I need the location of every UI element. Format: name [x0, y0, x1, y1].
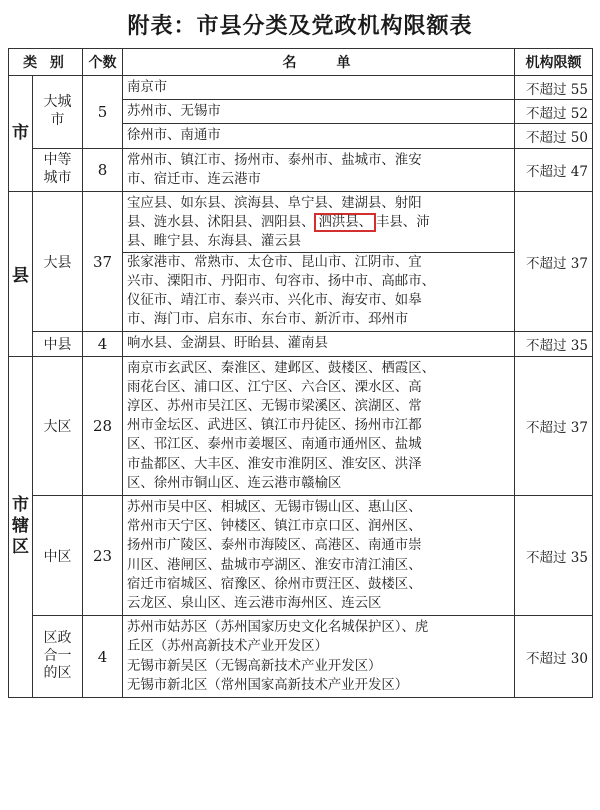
name-line: 县、涟水县、沭阳县、泗阳县、 泗洪县、 丰县、沛 — [127, 215, 430, 231]
row-names-zhengqu — [123, 616, 515, 698]
table-row — [9, 76, 593, 100]
name-line: 市、海门市、启东市、东台市、新沂市、邳州市 — [127, 312, 409, 328]
row-count-daqu: 28 — [83, 356, 123, 495]
row-label-daxian: 大县 — [33, 192, 83, 332]
row-count-zhongxian: 4 — [83, 332, 123, 356]
header-count: 个数 — [83, 49, 123, 76]
row-count-zhongdeng: 8 — [83, 148, 123, 191]
row-limit-daxian: 不超过 37 — [515, 192, 593, 332]
row-limit-dacheng-2: 不超过 52 — [515, 100, 593, 124]
row-count-zhengqu: 4 — [83, 616, 123, 698]
row-count-daxian: 37 — [83, 192, 123, 332]
name-line: 响水县、金湖县、盱眙县、灌南县 — [127, 336, 328, 352]
name-line: 雨花台区、浦口区、江宁区、六合区、溧水区、高 — [127, 379, 422, 395]
table-row — [9, 148, 593, 191]
name-line: 无锡市新吴区（无锡高新技术产业开发区） — [127, 658, 382, 674]
row-label-zhengqu: 区政合一的区 — [33, 616, 83, 698]
row-names-dacheng-2: 苏州市、无锡市 — [123, 100, 515, 124]
name-line: 扬州市广陵区、泰州市海陵区、高港区、南通市崇 — [127, 538, 422, 554]
row-names-daqu — [123, 356, 515, 495]
row-count-zhongqu: 23 — [83, 496, 123, 616]
row-label-dacheng: 大城市 — [33, 76, 83, 149]
name-line: 市、宿迁市、连云港市 — [127, 171, 261, 187]
document-title: 附表：市县分类及党政机构限额表 — [127, 13, 473, 39]
highlighted-county: 泗洪县、 — [314, 213, 376, 232]
header-row — [9, 49, 593, 76]
row-label-zhongqu: 中区 — [33, 496, 83, 616]
name-line: 宝应县、如东县、滨海县、阜宁县、建湖县、射阳 — [127, 196, 422, 212]
name-line: 苏州市姑苏区（苏州国家历史文化名城保护区）、虎 — [127, 620, 429, 636]
row-names-zhongdeng — [123, 148, 515, 191]
row-names-dacheng-3: 徐州市、南通市 — [123, 124, 515, 148]
row-names-dacheng-1: 南京市 — [123, 76, 515, 100]
name-line: 宿迁市宿城区、宿豫区、徐州市贾汪区、鼓楼区、 — [127, 576, 422, 592]
row-limit-dacheng-3: 不超过 50 — [515, 124, 593, 148]
header-names: 名 单 — [123, 49, 515, 76]
name-line: 区、徐州市铜山区、连云港市赣榆区 — [127, 475, 342, 491]
row-names-daxian — [123, 192, 515, 332]
row-limit-daqu: 不超过 37 — [515, 356, 593, 495]
name-line: 兴市、溧阳市、丹阳市、句容市、扬中市、高邮市、 — [127, 273, 435, 289]
name-line: 苏州市吴中区、相城区、无锡市锡山区、惠山区、 — [127, 500, 422, 516]
row-limit-zhengqu: 不超过 30 — [515, 616, 593, 698]
group-label-xian: 县 — [9, 192, 33, 357]
row-label-zhongdeng: 中等城市 — [33, 148, 83, 191]
row-names-zhongqu — [123, 496, 515, 616]
header-limit: 机构限额 — [515, 49, 593, 76]
header-category: 类 别 — [9, 49, 83, 76]
group-label-shi: 市 — [9, 76, 33, 192]
table-row — [9, 616, 593, 698]
name-line: 州市金坛区、武进区、镇江市丹徒区、扬州市江都 — [127, 418, 422, 434]
name-line: 无锡市新北区（常州国家高新技术产业开发区） — [127, 677, 409, 693]
row-label-daqu: 大区 — [33, 356, 83, 495]
row-limit-zhongqu: 不超过 35 — [515, 496, 593, 616]
table-row — [9, 356, 593, 495]
row-names-zhongxian — [123, 332, 515, 356]
row-limit-dacheng-1: 不超过 55 — [515, 76, 593, 100]
name-line: 淳区、苏州市吴江区、无锡市梁溪区、滨湖区、常 — [127, 399, 422, 415]
row-count-dacheng: 5 — [83, 76, 123, 149]
name-line: 县、睢宁县、东海县、灌云县 — [123, 232, 514, 252]
name-line: 丘区（苏州高新技术产业开发区） — [127, 639, 328, 655]
name-line: 常州市、镇江市、扬州市、泰州市、盐城市、淮安 — [127, 152, 422, 168]
name-line: 川区、港闸区、盐城市亭湖区、淮安市清江浦区、 — [127, 557, 422, 573]
name-line: 仪征市、靖江市、泰兴市、兴化市、海安市、如皋 — [127, 293, 422, 309]
name-line: 张家港市、常熟市、太仓市、昆山市、江阴市、宜 — [127, 254, 422, 270]
table-row — [9, 332, 593, 356]
row-label-zhongxian: 中县 — [33, 332, 83, 356]
name-line: 常州市天宁区、钟楼区、镇江市京口区、润州区、 — [127, 519, 422, 535]
quota-table — [8, 48, 593, 698]
table-row — [9, 496, 593, 616]
name-line: 云龙区、泉山区、连云港市海州区、连云区 — [127, 596, 382, 612]
row-limit-zhongdeng: 不超过 47 — [515, 148, 593, 191]
group-label-shixiaqu: 市辖区 — [9, 356, 33, 697]
name-line: 市盐都区、大丰区、淮安市淮阴区、淮安区、洪泽 — [127, 456, 422, 472]
name-line: 区、邗江区、泰州市姜堰区、南通市通州区、盐城 — [127, 437, 422, 453]
row-limit-zhongxian: 不超过 35 — [515, 332, 593, 356]
table-row — [9, 192, 593, 332]
name-line: 南京市玄武区、秦淮区、建邺区、鼓楼区、栖霞区、 — [127, 360, 435, 376]
